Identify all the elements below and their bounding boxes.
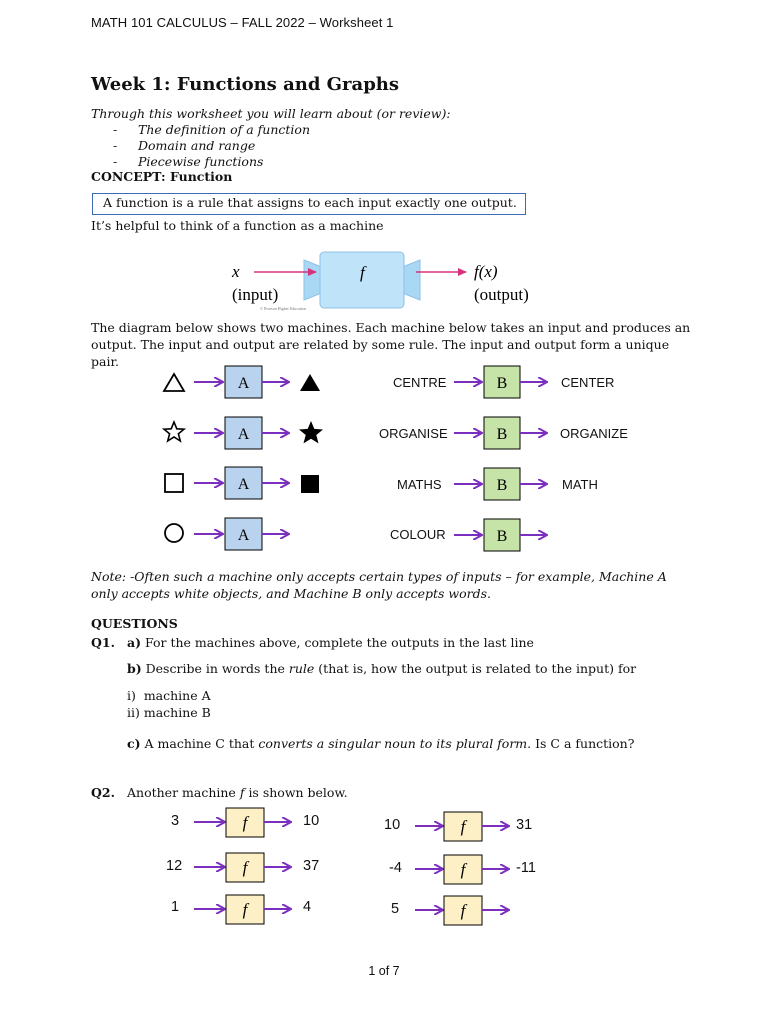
q2-output: 4 [303, 899, 312, 915]
machine-b-input: CENTRE [393, 375, 447, 390]
input-label: (input) [232, 285, 279, 304]
machine-b-diagram [450, 360, 560, 560]
machine-b-label: B [496, 528, 508, 545]
q2-input: 1 [171, 899, 180, 915]
q2-input: 10 [384, 817, 401, 833]
machine-b-output: MATH [562, 477, 598, 492]
two-machines-text: The diagram below shows two machines. Each machine below takes an input and produces an output. The input and output are related by some rule. The input and output form a unique pair. [91, 320, 691, 369]
star-outline-icon [164, 422, 184, 441]
machine-a-label: A [237, 426, 250, 443]
objectives-list [113, 122, 310, 170]
q2-output: -11 [516, 860, 536, 876]
concept-heading: CONCEPT: Function [91, 169, 233, 184]
q1-item: i) machine A [127, 688, 211, 703]
q1-part-a: a) For the machines above, complete the outputs in the last line [127, 635, 534, 650]
q2-input: 12 [166, 858, 183, 874]
q2-output: 31 [516, 817, 533, 833]
helpful-text: It’s helpful to think of a function as a machine [91, 218, 384, 233]
triangle-filled-icon [300, 374, 320, 391]
figure-credit: © Pearson Higher Education [260, 306, 307, 311]
q1-part-c: c) A machine C that converts a singular noun to its plural form. Is C a function? [127, 736, 635, 751]
q1-part-b: b) Describe in words the rule (that is, how the output is related to the input) for [127, 661, 637, 676]
q2-input: 3 [171, 813, 180, 829]
machine-f-label: f [460, 817, 466, 836]
list-item: - Piecewise functions [113, 154, 264, 169]
q2-machine-right [411, 808, 521, 933]
q2-output: 10 [303, 813, 320, 829]
page-title: Week 1: Functions and Graphs [91, 74, 399, 95]
machine-b-input: COLOUR [390, 527, 446, 542]
machine-f-label: f [242, 858, 248, 877]
q2-number: Q2. [91, 785, 115, 800]
intro-text: Through this worksheet you will learn about (or review): [91, 106, 451, 121]
star-filled-icon [299, 421, 323, 443]
output-label: (output) [474, 285, 529, 304]
machine-a-diagram [150, 360, 340, 560]
square-filled-icon [301, 475, 319, 493]
output-expr: f(x) [474, 262, 498, 281]
q2-text: Another machine f is shown below. [127, 785, 348, 800]
machine-a-label: A [237, 476, 250, 493]
machine-b-input: ORGANISE [379, 426, 448, 441]
func-name: f [360, 263, 365, 282]
machine-b-input: MATHS [397, 477, 442, 492]
machine-b-label: B [496, 477, 508, 494]
machine-f-label: f [460, 901, 466, 920]
circle-outline-icon [165, 524, 183, 542]
square-outline-icon [165, 474, 183, 492]
page-number: 1 of 7 [368, 964, 400, 978]
machine-f-label: f [460, 860, 466, 879]
machine-b-label: B [496, 375, 508, 392]
machine-f-label: f [242, 813, 248, 832]
function-machine-figure [220, 248, 550, 314]
q2-machine-left [190, 805, 300, 930]
machine-a-label: A [237, 527, 250, 544]
q2-output: 37 [303, 858, 320, 874]
list-item: - Domain and range [113, 138, 256, 153]
worksheet-header: MATH 101 CALCULUS – FALL 2022 – Worksheet 1 [91, 15, 394, 30]
machine-a-label: A [237, 375, 250, 392]
q1-number: Q1. [91, 635, 115, 650]
q1-item: ii) machine B [127, 705, 211, 720]
list-item: - The definition of a function [113, 122, 310, 137]
questions-heading: QUESTIONS [91, 616, 178, 631]
input-var: x [232, 262, 240, 281]
note-text: Note: -Often such a machine only accepts certain types of inputs – for example, Machine A only accepts white objects, and Machine B only accepts words. [91, 569, 667, 601]
machine-f-label: f [242, 900, 248, 919]
q2-input: 5 [391, 901, 400, 917]
q2-input: -4 [389, 860, 402, 876]
machine-b-output: ORGANIZE [560, 426, 628, 441]
machine-b-label: B [496, 426, 508, 443]
triangle-outline-icon [164, 374, 184, 391]
machine-b-output: CENTER [561, 375, 615, 390]
definition-box: A function is a rule that assigns to each input exactly one output. [92, 193, 526, 215]
